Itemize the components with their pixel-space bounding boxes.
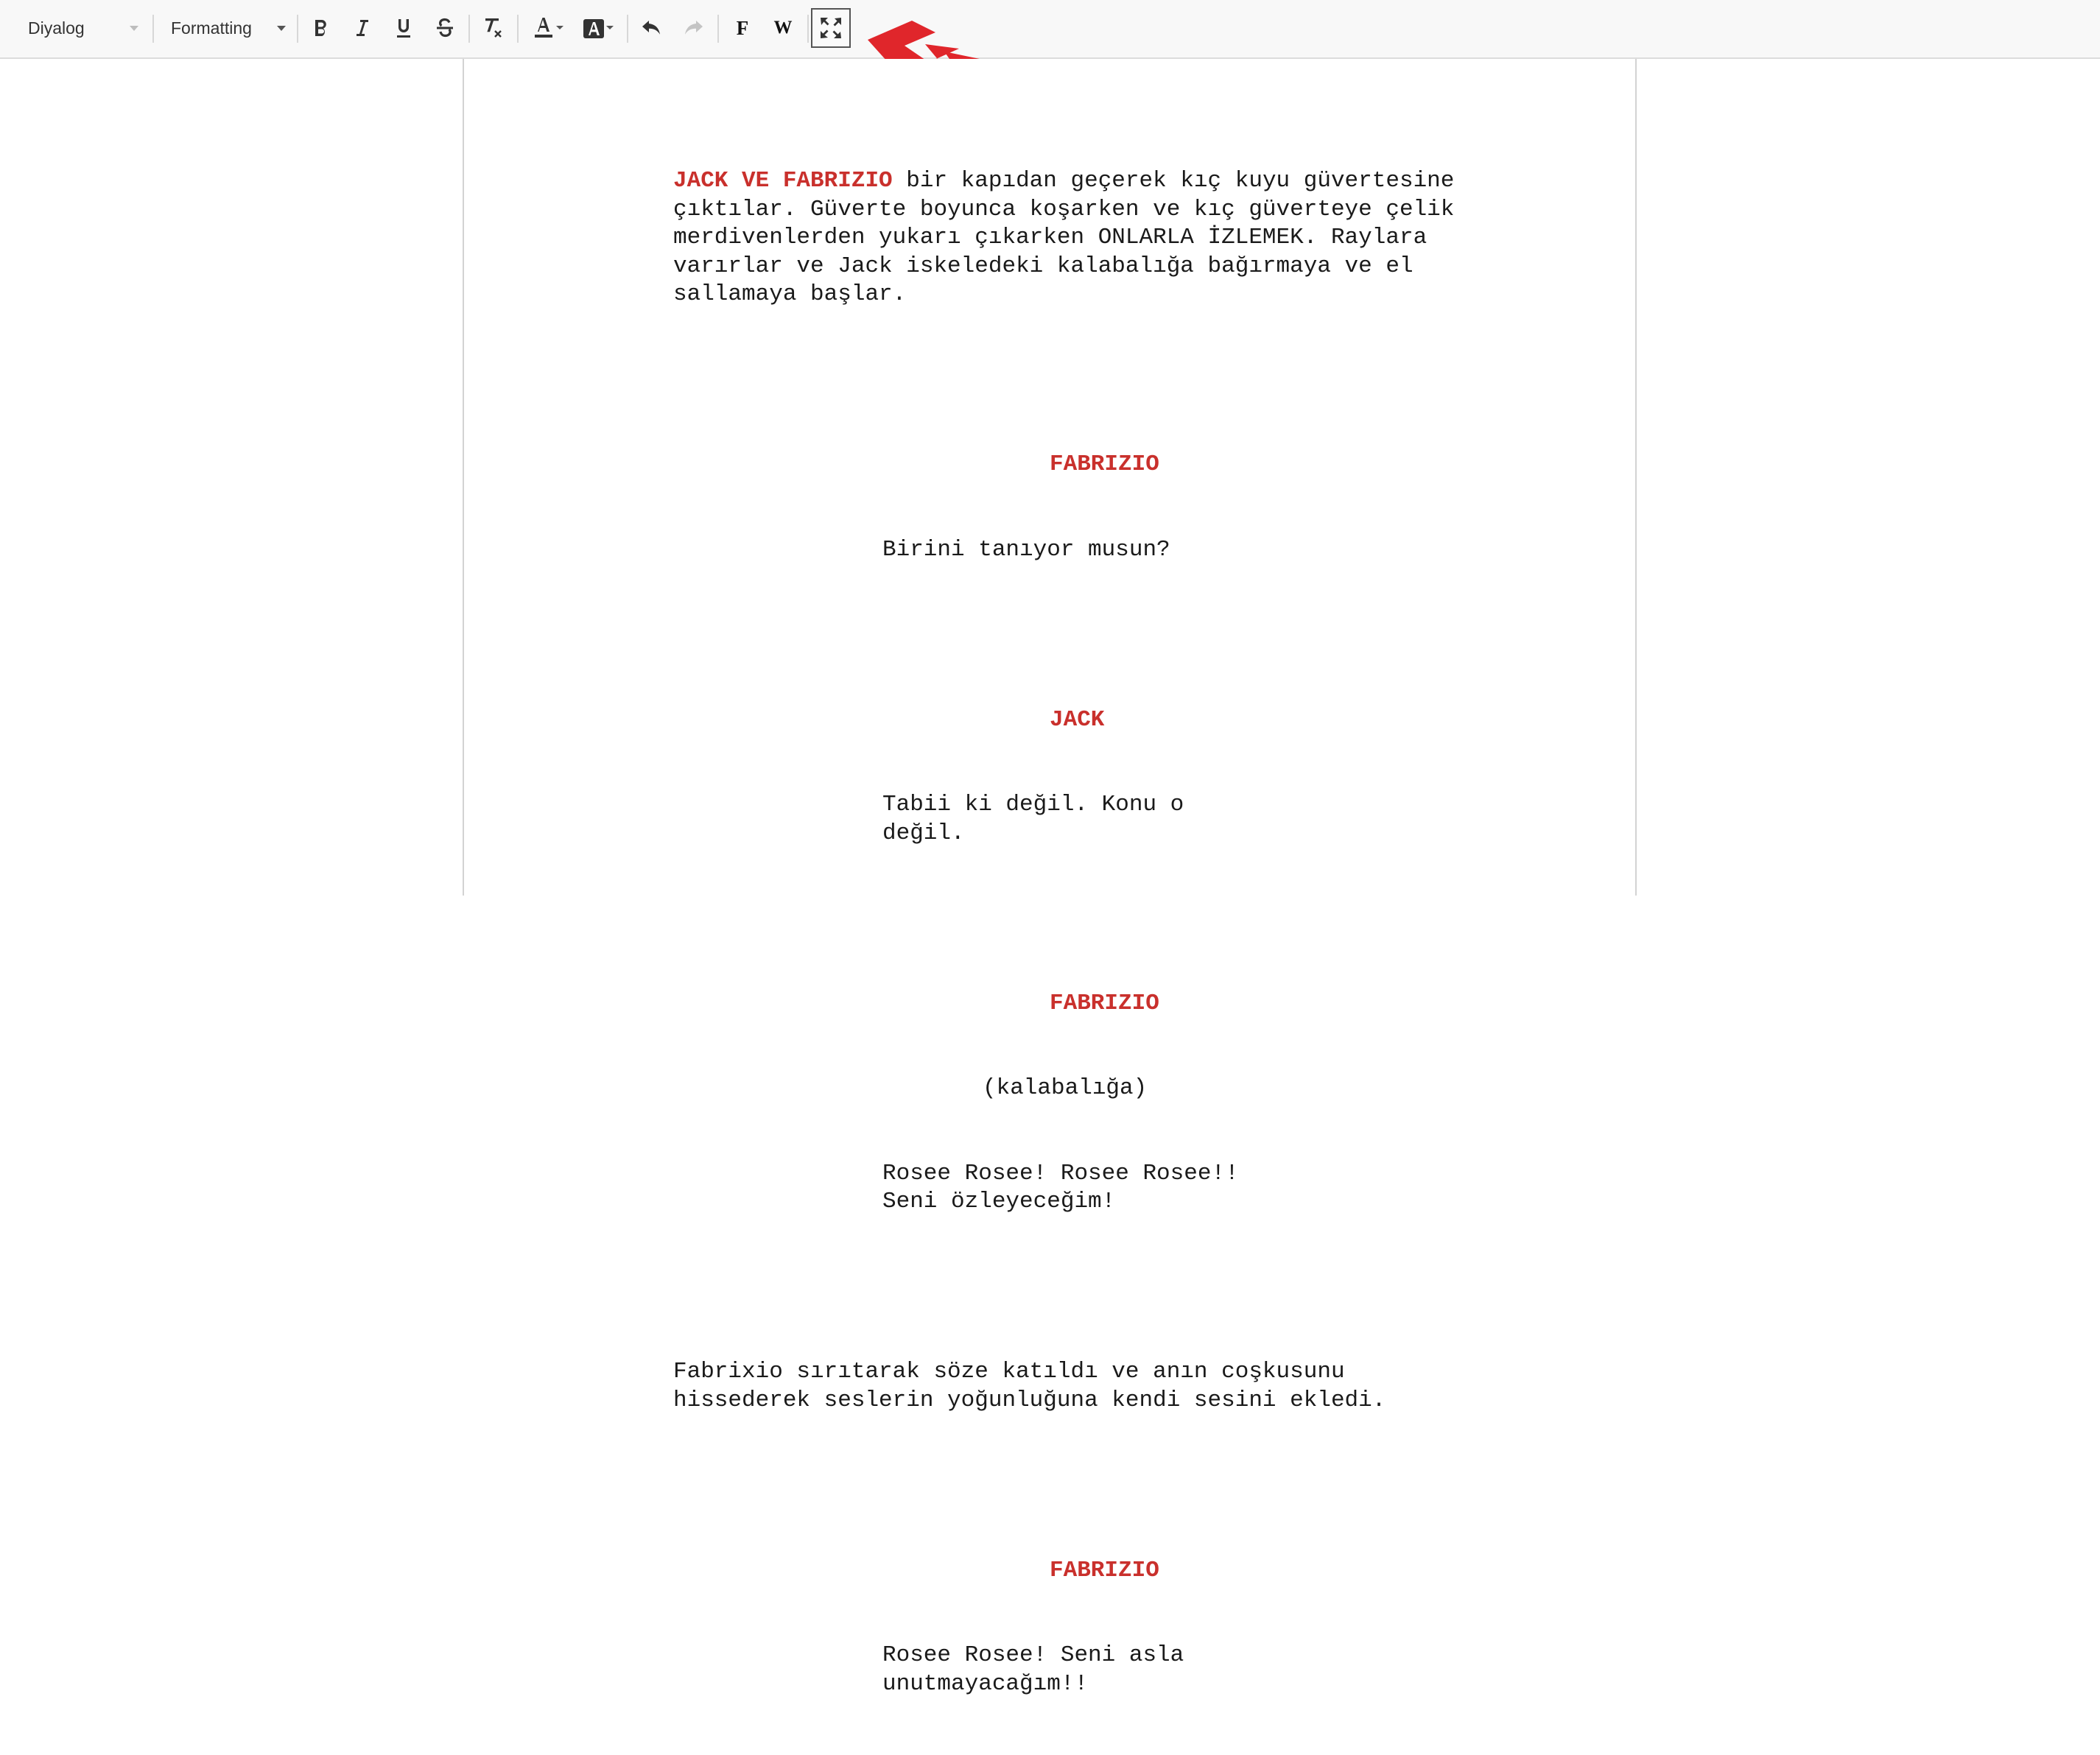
editor-toolbar: [0, 0, 2100, 59]
bold-icon: [312, 18, 331, 38]
dialogue: Rosee Rosee! Seni asla unutmayacağım!!: [882, 1642, 1198, 1697]
redo-button[interactable]: [676, 12, 709, 44]
highlight-color-icon: [580, 15, 616, 41]
character-name: FABRIZIO: [1050, 1557, 1159, 1583]
clear-formatting-icon: [481, 16, 505, 40]
action-paragraph: Fabrixio sırıtarak söze katıldı ve anın coşkusunu hissederek seslerin yoğunluğuna kendi sesini ekledi.: [673, 1359, 1386, 1413]
underline-button[interactable]: [387, 12, 420, 44]
clear-formatting-button[interactable]: [477, 12, 509, 44]
block-style-select[interactable]: [13, 12, 146, 44]
text-color-icon: [530, 15, 566, 41]
toolbar-divider: [807, 15, 809, 43]
w-label: W: [773, 18, 793, 38]
strikethrough-button[interactable]: [429, 12, 461, 44]
bold-button[interactable]: [305, 12, 337, 44]
italic-button[interactable]: [346, 12, 379, 44]
action-text: bir kapıdan geçerek kıç kuyu güvertesine çıktılar. Güverte boyunca koşarken ve kıç güverteye çelik merdivenlerden yukarı çıkarken ONLARLA İZLEMEK. Raylara varırlar ve Jack iskeledeki kalabalığa bağırmaya ve el sallamaya başlar.: [673, 168, 1468, 307]
block-style-value: Diyalog: [28, 18, 85, 38]
chevron-down-icon: [277, 26, 286, 31]
chevron-down-icon: [130, 26, 138, 31]
action-paragraph: [673, 167, 1542, 309]
fullscreen-button[interactable]: [811, 8, 851, 48]
f-button[interactable]: [726, 12, 759, 44]
formatting-value: Formatting: [171, 18, 252, 38]
dialogue: Rosee Rosee! Rosee Rosee!! Seni özleyeceğim!: [882, 1160, 1253, 1214]
dialogue: Tabii ki değil. Konu o değil.: [882, 792, 1198, 846]
f-label: F: [736, 16, 749, 39]
highlight-color-button[interactable]: [577, 12, 619, 44]
text-color-button[interactable]: [527, 12, 569, 44]
action-highlight: JACK VE FABRIZIO: [673, 168, 893, 194]
toolbar-divider: [152, 15, 154, 43]
undo-button[interactable]: [636, 12, 669, 44]
toolbar-divider: [717, 15, 719, 43]
parenthetical: (kalabalığa): [983, 1075, 1148, 1101]
undo-icon: [641, 18, 664, 38]
toolbar-divider: [517, 15, 519, 43]
fullscreen-icon: [818, 15, 843, 41]
underline-icon: [394, 17, 413, 39]
toolbar-divider: [468, 15, 470, 43]
screenplay-content[interactable]: [673, 110, 1542, 1755]
toolbar-divider: [297, 15, 298, 43]
character-name: JACK: [1050, 706, 1105, 733]
italic-icon: [353, 18, 372, 38]
strikethrough-icon: [435, 17, 455, 39]
character-name: FABRIZIO: [1050, 451, 1159, 477]
script-page[interactable]: [463, 59, 1637, 1697]
dialogue: Birini tanıyor musun?: [882, 536, 1170, 563]
formatting-select[interactable]: [156, 12, 293, 44]
character-name: FABRIZIO: [1050, 990, 1159, 1016]
toolbar-divider: [627, 15, 628, 43]
w-button[interactable]: [767, 12, 799, 44]
redo-icon: [681, 18, 704, 38]
